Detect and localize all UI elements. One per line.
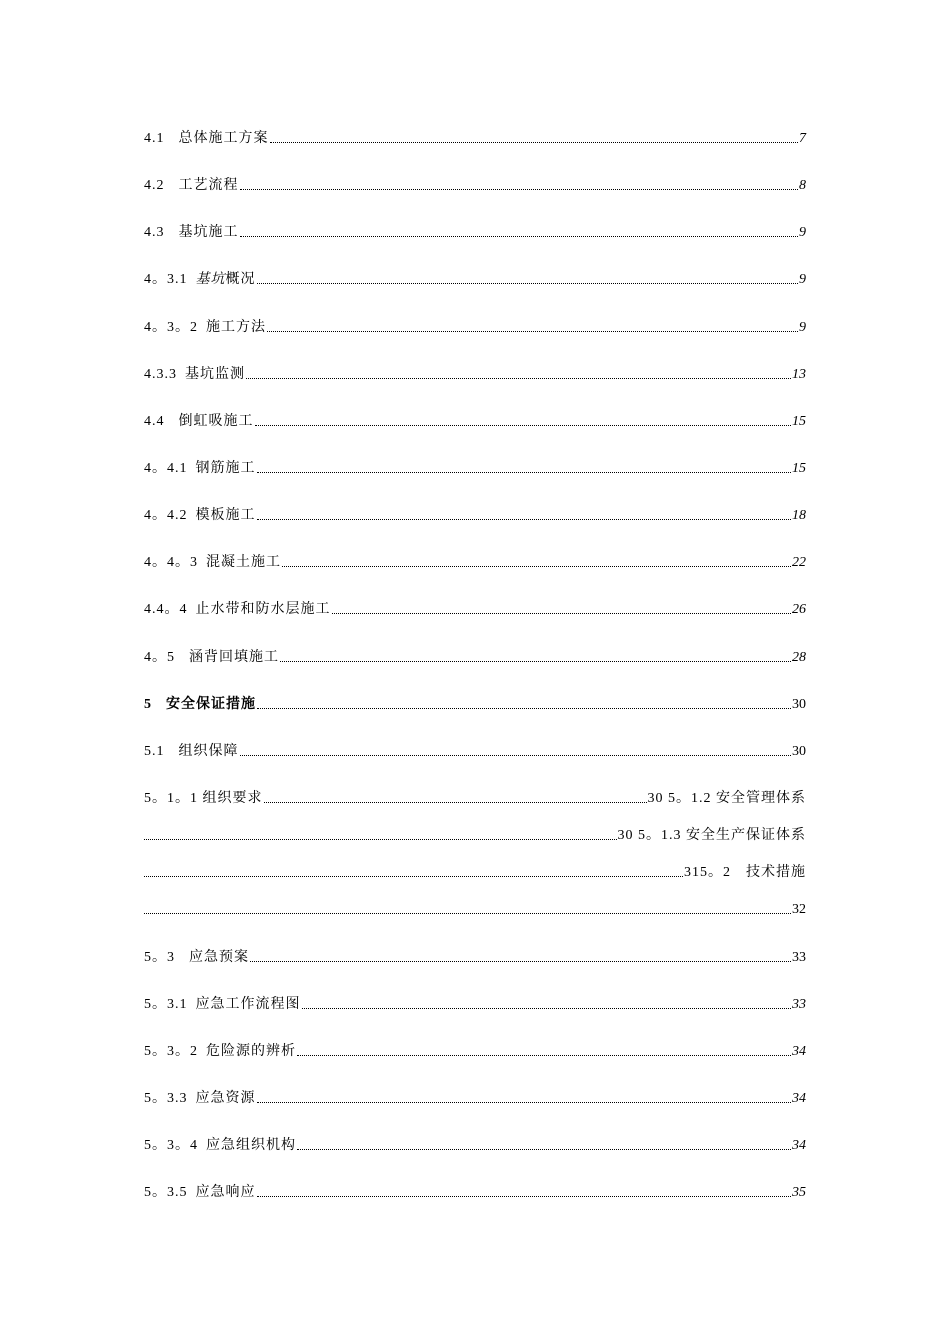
toc-entry-label: 5。3.1 应急工作流程图 [144, 997, 301, 1012]
toc-entry[interactable] [144, 409, 806, 431]
toc-page-number: 34 [792, 1138, 806, 1153]
dot-leader [240, 755, 792, 756]
toc-entry[interactable] [144, 645, 806, 667]
toc-entry-label: 4。4.1 钢筋施工 [144, 461, 256, 476]
toc-entry-label: 4.1 总体施工方案 [144, 131, 269, 146]
toc-page-number: 13 [792, 367, 806, 382]
toc-page-number: 34 [792, 1044, 806, 1059]
dot-leader [257, 472, 792, 473]
toc-entry[interactable] [144, 597, 806, 619]
toc-entry-label: 4。3.1 基坑概况 [144, 272, 256, 287]
toc-entry-label: 4.4 倒虹吸施工 [144, 414, 254, 429]
dot-leader [144, 876, 683, 877]
toc-page-number: 30 [792, 697, 806, 712]
toc-page-number: 30 [792, 744, 806, 759]
dot-leader [257, 708, 791, 709]
toc-entry-label: 5。3。4 应急组织机构 [144, 1138, 296, 1153]
dot-leader [280, 661, 791, 662]
toc-entry-label: 4。4.2 模板施工 [144, 508, 256, 523]
toc-entry[interactable] [144, 1180, 806, 1202]
dot-leader [270, 142, 799, 143]
toc-page-number: 15 [792, 461, 806, 476]
toc-entry[interactable] [144, 362, 806, 384]
dot-leader [302, 1008, 792, 1009]
toc-page-number: 33 [792, 950, 806, 965]
toc-entry[interactable] [144, 1133, 806, 1155]
toc-entry-label: 4。3。2 施工方法 [144, 320, 266, 335]
toc-entry[interactable] [144, 739, 806, 761]
toc-entry-label: 4.3 基坑施工 [144, 225, 239, 240]
dot-leader [144, 839, 617, 840]
toc-entry[interactable] [144, 267, 806, 289]
toc-entry[interactable] [144, 220, 806, 242]
dot-leader [246, 378, 791, 379]
toc-entry-run[interactable] [144, 897, 806, 919]
toc-entry-label: 5。1。1 组织要求 [144, 791, 263, 806]
toc-page-number: 9 [799, 320, 806, 335]
toc-entry-label: 4。5 涵背回填施工 [144, 650, 279, 665]
dot-leader [297, 1055, 791, 1056]
toc-entry[interactable] [144, 315, 806, 337]
toc-entry[interactable] [144, 1039, 806, 1061]
toc-entry-label: 5 安全保证措施 [144, 697, 256, 712]
dot-leader [332, 613, 792, 614]
toc-entry[interactable] [144, 1086, 806, 1108]
toc-page-number: 18 [792, 508, 806, 523]
toc-page-number: 15 [792, 414, 806, 429]
toc-entry-run[interactable] [144, 823, 806, 845]
dot-leader [240, 189, 799, 190]
toc-page-number: 9 [799, 272, 806, 287]
toc-entry[interactable] [144, 456, 806, 478]
toc-entry-run[interactable] [144, 860, 806, 882]
toc-page-number: 22 [792, 555, 806, 570]
toc-page-number: 33 [792, 997, 806, 1012]
dot-leader [257, 519, 792, 520]
toc-entry[interactable] [144, 173, 806, 195]
dot-leader [267, 331, 798, 332]
dot-leader [257, 1196, 792, 1197]
toc-entry-chapter[interactable] [144, 692, 806, 714]
dot-leader [144, 913, 791, 914]
toc-page-number: 28 [792, 650, 806, 665]
toc-entry[interactable] [144, 126, 806, 148]
dot-leader [250, 961, 791, 962]
dot-leader [282, 566, 791, 567]
toc-page-number: 9 [799, 225, 806, 240]
toc-entry-label: 5.1 组织保障 [144, 744, 239, 759]
toc-entry-label: 5。3。2 危险源的辨析 [144, 1044, 296, 1059]
toc-entry-label: 4。4。3 混凝土施工 [144, 555, 281, 570]
toc-entry[interactable] [144, 550, 806, 572]
toc-entry[interactable] [144, 945, 806, 967]
toc-entry-label: 4.2 工艺流程 [144, 178, 239, 193]
toc-page-number: 32 [792, 902, 806, 917]
toc-entry-run[interactable] [144, 786, 806, 808]
toc-page-number: 35 [792, 1185, 806, 1200]
toc-page-run: 30 5。1.2 安全管理体系 [647, 791, 806, 806]
toc-entry-label: 4.3.3 基坑监测 [144, 367, 245, 382]
toc-entry-label: 4.4。4 止水带和防水层施工 [144, 602, 331, 617]
toc-page-run: 315。2 技术措施 [684, 865, 806, 880]
dot-leader [257, 283, 799, 284]
toc-page-number: 7 [799, 131, 806, 146]
dot-leader [297, 1149, 791, 1150]
dot-leader [264, 802, 647, 803]
dot-leader [240, 236, 799, 237]
toc-entry[interactable] [144, 503, 806, 525]
toc-page-number: 26 [792, 602, 806, 617]
toc-entry-label: 5。3.5 应急响应 [144, 1185, 256, 1200]
toc-page-run: 30 5。1.3 安全生产保证体系 [617, 828, 806, 843]
toc-page-number: 34 [792, 1091, 806, 1106]
toc-entry-label: 5。3.3 应急资源 [144, 1091, 256, 1106]
toc-entry-label: 5。3 应急预案 [144, 950, 249, 965]
dot-leader [257, 1102, 792, 1103]
dot-leader [255, 425, 792, 426]
toc-entry[interactable] [144, 992, 806, 1014]
toc-page-number: 8 [799, 178, 806, 193]
